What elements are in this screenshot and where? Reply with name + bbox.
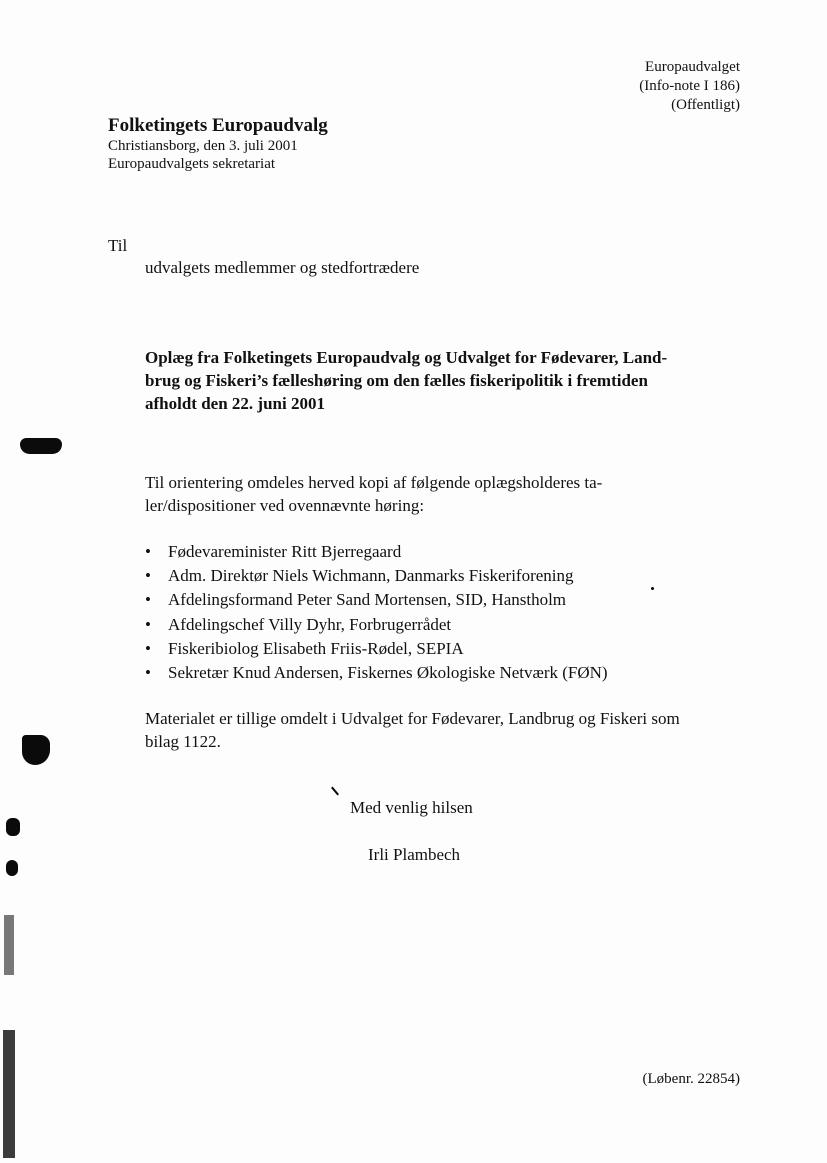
speaker-list-item [145, 661, 608, 685]
intro-paragraph [145, 471, 705, 517]
info-note-number: (Info-note I 186) [639, 78, 740, 94]
bullet-icon: • [145, 638, 151, 658]
scan-artifact [6, 818, 20, 836]
material-paragraph [145, 707, 755, 753]
scan-artifact [3, 1030, 15, 1158]
document-header [639, 58, 740, 115]
material-line: bilag 1122. [145, 732, 221, 751]
organization-title: Folketingets Europaudvalg [108, 115, 328, 136]
material-line: Materialet er tillige omdelt i Udvalget for Fødevarer, Landbrug og Fiskeri som [145, 709, 680, 728]
department-name: Europaudvalgets sekretariat [108, 156, 276, 172]
speaker-name: Adm. Direktør Niels Wichmann, Danmarks Fiskeriforening [168, 566, 574, 586]
to-label: Til [108, 236, 128, 255]
bullet-icon: • [145, 542, 151, 561]
bullet-icon: • [145, 566, 151, 586]
speaker-list-item [145, 540, 608, 564]
speaker-list [145, 540, 608, 685]
intro-line: Til orientering omdeles herved kopi af følgende oplægsholderes ta- [145, 473, 603, 492]
speaker-name: Afdelingsformand Peter Sand Mortensen, SID, Hanstholm [168, 590, 567, 610]
subject-line: brug og Fiskeri’s fælleshøring om den fælles fiskeripolitik i fremtiden [145, 371, 648, 390]
subject-line: afholdt den 22. juni 2001 [145, 394, 325, 413]
speaker-name: Fødevareminister Ritt Bjerregaard [168, 542, 402, 561]
signatory-name: Irli Plambech [368, 845, 461, 864]
bullet-icon: • [145, 614, 151, 634]
committee-name: Europaudvalget [645, 59, 740, 75]
speaker-list-item [145, 613, 608, 637]
scan-artifact [22, 735, 50, 765]
bullet-icon: • [145, 663, 151, 683]
speaker-list-item [145, 588, 608, 612]
scan-artifact [6, 860, 18, 876]
serial-number: (Løbenr. 22854) [642, 1071, 740, 1087]
bullet-icon: • [145, 590, 151, 610]
classification-label: (Offentligt) [671, 97, 740, 113]
scan-artifact [4, 915, 14, 975]
speaker-name: Sekretær Knud Andersen, Fiskernes Økologiske Netværk (FØN) [168, 663, 608, 683]
sender-block [108, 115, 328, 173]
speaker-name: Afdelingschef Villy Dyhr, Forbrugerrådet [168, 614, 452, 634]
scan-artifact [651, 587, 654, 590]
intro-line: ler/dispositioner ved ovennævnte høring: [145, 496, 425, 515]
recipients: udvalgets medlemmer og stedfortrædere [145, 258, 420, 277]
subject-heading [145, 346, 745, 415]
speaker-list-item [145, 637, 608, 661]
closing-greeting: Med venlig hilsen [350, 798, 473, 817]
speaker-list-item [145, 564, 608, 588]
speaker-name: Fiskeribiolog Elisabeth Friis-Rødel, SEPIA [168, 638, 464, 658]
scan-artifact [20, 438, 62, 454]
place-date: Christiansborg, den 3. juli 2001 [108, 138, 298, 154]
scan-artifact [331, 787, 339, 796]
subject-line: Oplæg fra Folketingets Europaudvalg og Udvalget for Fødevarer, Land- [145, 348, 668, 367]
